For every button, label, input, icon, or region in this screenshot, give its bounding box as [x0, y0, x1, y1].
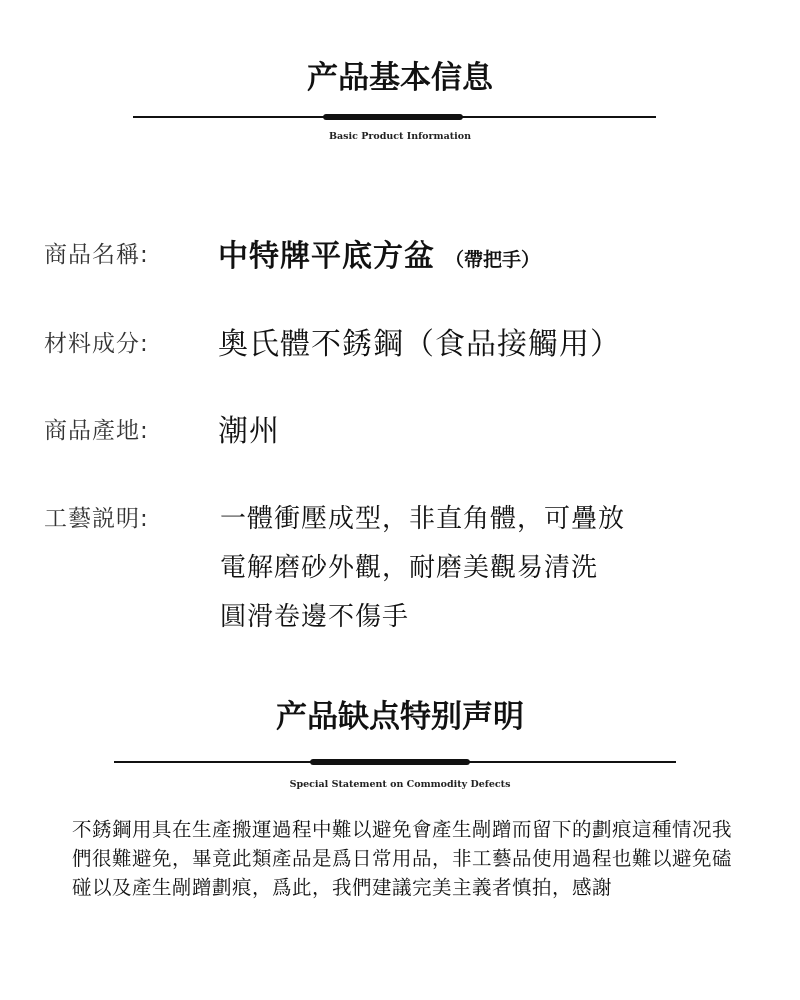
- defects-subtitle: Special Statement on Commodity Defects: [289, 779, 511, 790]
- defects-statement: 不銹鋼用具在生產搬運過程中難以避免會產生剮蹭而留下的劃痕這種情况我們很難避免，畢竟此類產品是爲日常用品，非工藝品使用過程也難以避免磕碰以及產生剮蹭劃痕，爲此，我們建議完美主義者慎拍，感謝: [72, 818, 733, 899]
- craft-label: 工藝説明:: [44, 506, 149, 532]
- basic-info-divider-accent: [323, 114, 463, 120]
- product-name-label: 商品名稱:: [44, 242, 149, 268]
- product-name-text: 中特牌平底方盆: [218, 239, 435, 274]
- material-value: 奧氏體不銹鋼（食品接觸用）: [218, 327, 621, 362]
- origin-value: 潮州: [218, 414, 280, 449]
- basic-info-title: 产品基本信息: [307, 60, 493, 96]
- product-name-note: （帶把手）: [445, 249, 541, 271]
- product-name-value: [218, 231, 540, 275]
- defects-divider-accent: [310, 759, 470, 765]
- craft-line-1: 一體衝壓成型，非直角體，可疊放: [220, 504, 626, 534]
- basic-info-subtitle: Basic Product Information: [329, 131, 471, 142]
- origin-label: 商品產地:: [44, 418, 149, 444]
- craft-line-3: 圓滑卷邊不傷手: [220, 602, 410, 632]
- material-label: 材料成分:: [44, 331, 149, 357]
- craft-line-2: 電解磨砂外觀，耐磨美觀易清洗: [220, 553, 599, 583]
- defects-title: 产品缺点特别声明: [276, 699, 524, 735]
